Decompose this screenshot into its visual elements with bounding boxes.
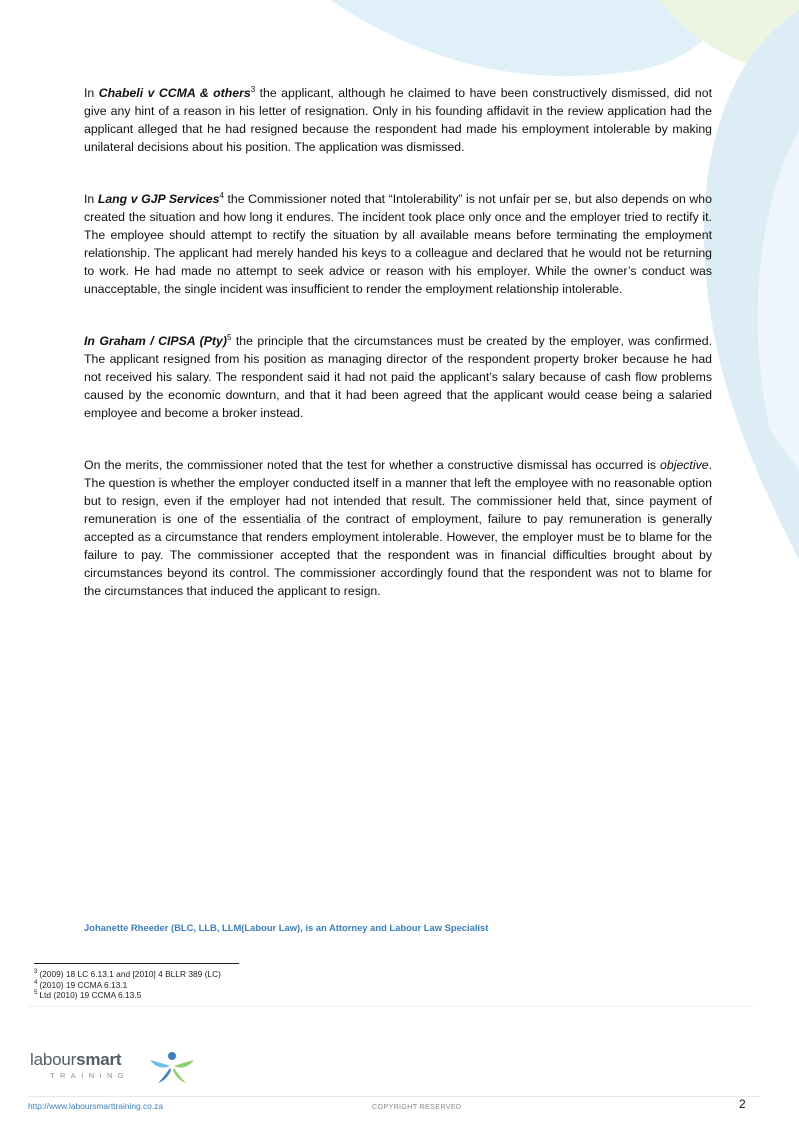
p4-lead: On the merits, the commissioner noted that the test for whether a constructive dismissal has occurred is	[84, 458, 661, 472]
logo-wordmark	[30, 1050, 129, 1070]
page-number: 2	[739, 1097, 746, 1111]
p4-italic-objective: objective	[660, 458, 709, 472]
footnote-ref-3[interactable]: 3	[250, 84, 256, 94]
logo-word-light: labour	[30, 1050, 77, 1069]
p2-lead: In	[84, 192, 98, 206]
footnote-num: 4	[34, 979, 38, 986]
footnote-separator	[34, 963, 239, 964]
footnote-num: 5	[34, 990, 38, 997]
p4-body: . The question is whether the employer conducted itself in a manner that left the employee with no reasonable option but to resign, even if the employer had not intended that result. The commissioner held that, since payment of remuneration is one of the essentialia of the contract of employment, failure to pay remuneration is generally accepted as a circumstance that renders employment intolerable. However, the employer must be to blame for the failure to pay. The commissioner accepted that the respondent was in financial difficulties brought about by circumstances beyond its control. The commissioner accordingly found that the respondent was not to blame for the circumstances that induced the applicant to resign.	[84, 458, 712, 598]
paragraph-chabeli	[84, 84, 712, 156]
footnote-text: (2009) 18 LC 6.13.1 and [2010] 4 BLLR 389 (LC)	[39, 969, 221, 979]
footnote-divider	[28, 1006, 754, 1007]
paragraph-graham	[84, 332, 712, 422]
footer-rule	[28, 1096, 760, 1097]
p2-body: the Commissioner noted that “Intolerability” is not unfair per se, but also depends on who created the situation and how long it endures. The incident took place only once and the employer tried to rectify it. The employee should attempt to rectify the situation by all available means before terminating the employment relationship. The applicant had merely handed his keys to a colleague and declared that he would not be returning to work. He had made no attempt to seek advice or reason with his employer. While the owner’s conduct was unacceptable, the single incident was insufficient to render the employment relationship intolerable.	[84, 192, 712, 296]
footnote-5	[34, 990, 221, 1001]
footnote-ref-5[interactable]: 5	[226, 332, 232, 342]
footnote-text: (2010) 19 CCMA 6.13.1	[39, 979, 128, 990]
footnote-4	[34, 980, 221, 991]
paragraph-lang	[84, 190, 712, 298]
document-body	[84, 84, 712, 600]
footnote-3	[34, 969, 221, 980]
footnotes	[34, 969, 221, 1001]
logo-arm-right	[174, 1060, 194, 1068]
footnote-ref-4[interactable]: 4	[219, 190, 224, 200]
p1-body: the applicant, although he claimed to have been constructively dismissed, did not give any hint of a reason in his letter of resignation. Only in his founding affidavit in the review application had the applicant alleged that he had resigned because the respondent had made his employment intolerable by making unilateral decisions about his position. The application was dismissed.	[84, 86, 712, 154]
case-name-lang: Lang v GJP Services	[97, 192, 220, 206]
case-name-chabeli: Chabeli v CCMA & others	[98, 86, 251, 100]
p3-body: the principle that the circumstances must be created by the employer, was confirmed. The applicant resigned from his position as managing director of the respondent property broker because he had not received his salary. The respondent said it had not paid the applicant’s salary because of cash flow problems caused by the economic downturn, and that it had been agreed that the applicant would cease being a salaried employee and become a broker instead.	[84, 334, 712, 420]
footer-website-link[interactable]: http://www.laboursmarttraining.co.za	[28, 1101, 163, 1111]
logo-leg-right	[173, 1068, 186, 1083]
logo-figure-icon	[146, 1050, 198, 1084]
p1-lead: In	[84, 86, 99, 100]
logo-subtitle: TRAINING	[50, 1071, 130, 1080]
footer-copyright: COPYRIGHT RESERVED	[372, 1102, 462, 1111]
logo-word-bold: smart	[76, 1050, 122, 1069]
paragraph-merits	[84, 456, 712, 600]
author-line: Johanette Rheeder (BLC, LLB, LLM(Labour Law), is an Attorney and Labour Law Specialist	[84, 922, 489, 933]
case-name-graham: In Graham / CIPSA (Pty)	[84, 334, 227, 348]
logo-head-icon	[168, 1052, 176, 1060]
laboursmart-logo	[30, 1050, 129, 1080]
footnote-num: 3	[34, 969, 38, 976]
footnote-text: Ltd (2010) 19 CCMA 6.13.5	[39, 990, 142, 1000]
logo-arm-left	[150, 1060, 170, 1068]
logo-leg-left	[158, 1068, 171, 1083]
